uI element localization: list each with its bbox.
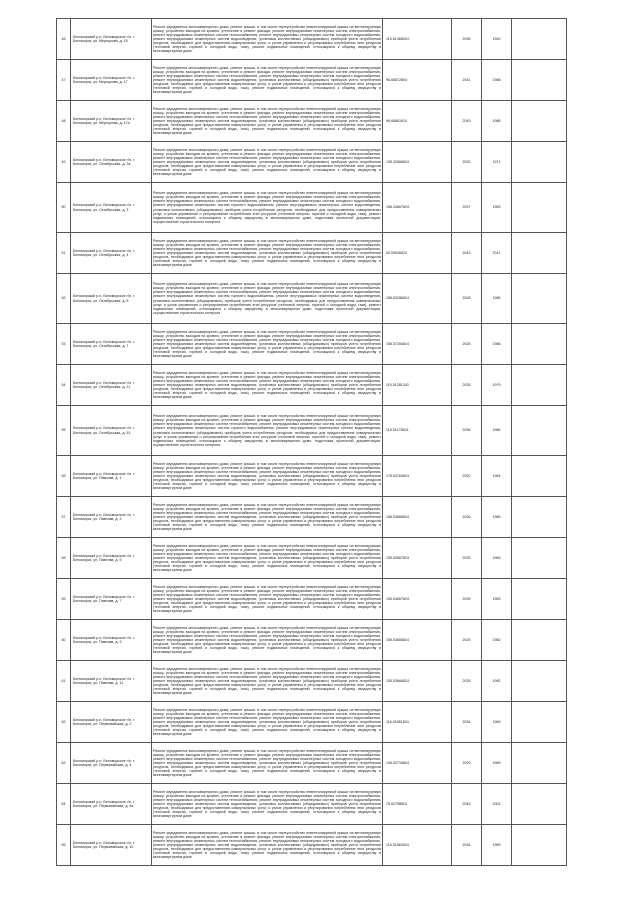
row-number: 56 [57,456,71,497]
row-built-year: 1983 [482,538,512,579]
table-row [57,743,567,784]
row-cost: 156.57284824 [383,324,452,365]
table-row [57,661,567,702]
repair-program-table [56,18,567,866]
row-blank-cell [512,183,567,233]
row-planned-year: 2034 [452,702,482,743]
table-row [57,497,567,538]
row-cost: 115.51662824 [383,825,452,866]
row-cost: 155.53666824 [383,661,452,702]
row-planned-year: 2027 [452,183,482,233]
row-work-description: Ремонт фундамента многоквартирного дома, ремонт крыши, в том числе переустройство невентилируемой крыши на вентилируемую крышу, устройство выходов на кровлю, утепление и ремонт фасада, ремонт внутридомовых инженерных систем электроснабжения, ремонт внутридомовых инженерных систем теплоснабжения, ремонт внутридомовых инженерных систем холодного водоснабжения, ремонт внутридомовых инженерных систем водоотведения, установка коллективных (общедомовых) приборов учета потребления ресурсов, необходимых для предоставления коммунальных услуг, и узлов управления и регулирования потребления этих ресурсов (тепловой энергии, горячей и холодной воды, газа), ремонт подвальных помещений, относящихся к общему имуществу в многоквартирном доме [152,142,383,183]
row-cost: 155.53667824 [383,579,452,620]
row-blank-cell [512,702,567,743]
row-address: Беломорский р-н, Беломорское г/п, г. Беломорск, ул. Павлова, д. 9 [71,620,152,661]
table-row [57,620,567,661]
row-address: Беломорский р-н, Беломорское г/п, г. Беломорск, ул. Павлова, д. 5 [71,538,152,579]
row-planned-year: 2043 [452,101,482,142]
row-built-year: 1984 [482,456,512,497]
row-built-year: 1940 [482,19,512,60]
row-cost: 96.66872804 [383,60,452,101]
row-work-description: Ремонт фундамента многоквартирного дома, ремонт крыши, в том числе переустройство невентилируемой крыши на вентилируемую крышу, устройство выходов на кровлю, утепление и ремонт фасада, ремонт внутридомовых инженерных систем электроснабжения, ремонт внутридомовых инженерных систем теплоснабжения, ремонт внутридомовых инженерных систем холодного водоснабжения, ремонт внутридомовых инженерных систем горячего водоснабжения, ремонт внутридомовых инженерных систем водоотведения, установка коллективных (общедомовых) приборов учета потребления ресурсов, необходимых для предоставления коммунальных услуг, и узлов управления и регулирования потребления этих ресурсов (тепловой энергии, горячей и холодной воды, газа), ремонт подвальных помещений, относящихся к общему имуществу в многоквартирном доме, подготовка проектной документации, осуществление строительного контроля [152,274,383,324]
row-blank-cell [512,142,567,183]
row-built-year: 1971 [482,142,512,183]
row-blank-cell [512,233,567,274]
row-address: Беломорский р-н, Беломорское г/п, г. Беломорск, ул. Октябрьская, д. 5 [71,274,152,324]
row-planned-year: 2043 [452,233,482,274]
row-number: 52 [57,274,71,324]
row-planned-year: 2041 [452,60,482,101]
row-work-description: Ремонт фундамента многоквартирного дома, ремонт крыши, в том числе переустройство невентилируемой крыши на вентилируемую крышу, устройство выходов на кровлю, утепление и ремонт фасада, ремонт внутридомовых инженерных систем электроснабжения, ремонт внутридомовых инженерных систем теплоснабжения, ремонт внутридомовых инженерных систем холодного водоснабжения, ремонт внутридомовых инженерных систем водоотведения, установка коллективных (общедомовых) приборов учета потребления ресурсов, необходимых для предоставления коммунальных услуг, и узлов управления и регулирования потребления этих ресурсов (тепловой энергии, горячей и холодной воды, газа), ремонт подвальных помещений, относящихся к общему имуществу в многоквартирном доме [152,456,383,497]
row-blank-cell [512,620,567,661]
row-cost: 136.53716824 [383,743,452,784]
row-address: Беломорский р-н, Беломорское г/п, г. Беломорск, ул. Октябрьская, д. 7 [71,324,152,365]
row-number: 48 [57,101,71,142]
table-row [57,579,567,620]
row-built-year: 1983 [482,579,512,620]
row-cost: 40.53946824 [383,233,452,274]
row-work-description: Ремонт фундамента многоквартирного дома, ремонт крыши, в том числе переустройство невентилируемой крыши на вентилируемую крышу, устройство выходов на кровлю, утепление и ремонт фасада, ремонт внутридомовых инженерных систем электроснабжения, ремонт внутридомовых инженерных систем теплоснабжения, ремонт внутридомовых инженерных систем холодного водоснабжения, ремонт внутридомовых инженерных систем водоотведения, установка коллективных (общедомовых) приборов учета потребления ресурсов, необходимых для предоставления коммунальных услуг, и узлов управления и регулирования потребления этих ресурсов (тепловой энергии, горячей и холодной воды, газа), ремонт подвальных помещений, относящихся к общему имуществу в многоквартирном доме [152,497,383,538]
table-row [57,101,567,142]
table-row [57,825,567,866]
row-number: 61 [57,661,71,702]
row-number: 63 [57,743,71,784]
table-row [57,233,567,274]
row-cost: 156.53668824 [383,497,452,538]
row-number: 60 [57,620,71,661]
row-built-year: 1989 [482,743,512,784]
row-planned-year: 2036 [452,406,482,456]
row-built-year: 1979 [482,365,512,406]
row-address: Беломорский р-н, Беломорское г/п, г. Беломорск, ул. Октябрьская, д. 53 [71,406,152,456]
row-work-description: Ремонт фундамента многоквартирного дома, ремонт крыши, в том числе переустройство невентилируемой крыши на вентилируемую крышу, устройство выходов на кровлю, утепление и ремонт фасада, ремонт внутридомовых инженерных систем электроснабжения, ремонт внутридомовых инженерных систем теплоснабжения, ремонт внутридомовых инженерных систем холодного водоснабжения, ремонт внутридомовых инженерных систем водоотведения, установка коллективных (общедомовых) приборов учета потребления ресурсов, необходимых для предоставления коммунальных услуг, и узлов управления и регулирования потребления этих ресурсов (тепловой энергии, горячей и холодной воды, газа), ремонт подвальных помещений, относящихся к общему имуществу в многоквартирном доме [152,365,383,406]
row-cost: 156.63286824 [383,274,452,324]
row-number: 49 [57,142,71,183]
row-number: 64 [57,784,71,825]
row-work-description: Ремонт фундамента многоквартирного дома, ремонт крыши, в том числе переустройство невентилируемой крыши на вентилируемую крышу, устройство выходов на кровлю, утепление и ремонт фасада, ремонт внутридомовых инженерных систем электроснабжения, ремонт внутридомовых инженерных систем теплоснабжения, ремонт внутридомовых инженерных систем холодного водоснабжения, ремонт внутридомовых инженерных систем водоотведения, установка коллективных (общедомовых) приборов учета потребления ресурсов, необходимых для предоставления коммунальных услуг, и узлов управления и регулирования потребления этих ресурсов (тепловой энергии, горячей и холодной воды, газа), ремонт подвальных помещений, относящихся к общему имуществу в многоквартирном доме [152,324,383,365]
table-row [57,60,567,101]
row-planned-year: 2035 [452,365,482,406]
row-cost: 115.61468024 [383,19,452,60]
row-planned-year: 2022 [452,456,482,497]
row-built-year: 1969 [482,825,512,866]
table-row [57,274,567,324]
row-planned-year: 2026 [452,497,482,538]
row-address: Беломорский р-н, Беломорское г/п, г. Беломорск, ул. Октябрьская, д. 3 [71,183,152,233]
row-address: Беломорский р-н, Беломорское г/п, г. Беломорск, ул. Первомайская, д. 2 [71,702,152,743]
row-blank-cell [512,19,567,60]
row-work-description: Ремонт фундамента многоквартирного дома, ремонт крыши, в том числе переустройство невентилируемой крыши на вентилируемую крышу, устройство выходов на кровлю, утепление и ремонт фасада, ремонт внутридомовых инженерных систем электроснабжения, ремонт внутридомовых инженерных систем теплоснабжения, ремонт внутридомовых инженерных систем холодного водоснабжения, ремонт внутридомовых инженерных систем водоотведения, установка коллективных (общедомовых) приборов учета потребления ресурсов, необходимых для предоставления коммунальных услуг, и узлов управления и регулирования потребления этих ресурсов (тепловой энергии, горячей и холодной воды, газа), ремонт подвальных помещений, относящихся к общему имуществу в многоквартирном доме [152,101,383,142]
row-address: Беломорский р-н, Беломорское г/п, г. Беломорск, ул. Октябрьская, д. 2а [71,142,152,183]
row-blank-cell [512,743,567,784]
row-work-description: Ремонт фундамента многоквартирного дома, ремонт крыши, в том числе переустройство невентилируемой крыши на вентилируемую крышу, устройство выходов на кровлю, утепление и ремонт фасада, ремонт внутридомовых инженерных систем электроснабжения, ремонт внутридомовых инженерных систем теплоснабжения, ремонт внутридомовых инженерных систем холодного водоснабжения, ремонт внутридомовых инженерных систем водоотведения, установка коллективных (общедомовых) приборов учета потребления ресурсов, необходимых для предоставления коммунальных услуг, и узлов управления и регулирования потребления этих ресурсов (тепловой энергии, горячей и холодной воды, газа), ремонт подвальных помещений, относящихся к общему имуществу в многоквартирном доме [152,620,383,661]
table-row [57,538,567,579]
row-blank-cell [512,365,567,406]
row-blank-cell [512,60,567,101]
row-address: Беломорский р-н, Беломорское г/п, г. Беломорск, ул. Мерецкова, д. 17а [71,101,152,142]
row-cost: 155.53666824 [383,620,452,661]
row-planned-year: 2043 [452,784,482,825]
row-address: Беломорский р-н, Беломорское г/п, г. Беломорск, ул. Павлова, д. 11 [71,661,152,702]
row-planned-year: 2025 [452,579,482,620]
row-address: Беломорский р-н, Беломорское г/п, г. Беломорск, ул. Мерецкова, д. 17 [71,60,152,101]
row-built-year: 1986 [482,324,512,365]
row-built-year: 1983 [482,183,512,233]
row-blank-cell [512,784,567,825]
table-row [57,142,567,183]
row-work-description: Ремонт фундамента многоквартирного дома, ремонт крыши, в том числе переустройство невентилируемой крыши на вентилируемую крышу, устройство выходов на кровлю, утепление и ремонт фасада, ремонт внутридомовых инженерных систем электроснабжения, ремонт внутридомовых инженерных систем теплоснабжения, ремонт внутридомовых инженерных систем холодного водоснабжения, ремонт внутридомовых инженерных систем водоотведения, установка коллективных (общедомовых) приборов учета потребления ресурсов, необходимых для предоставления коммунальных услуг, и узлов управления и регулирования потребления этих ресурсов (тепловой энергии, горячей и холодной воды, газа), ремонт подвальных помещений, относящихся к общему имуществу в многоквартирном доме [152,579,383,620]
row-number: 57 [57,497,71,538]
row-built-year: 1985 [482,274,512,324]
table-body [57,19,567,866]
row-cost: 135.32666824 [383,142,452,183]
row-number: 62 [57,702,71,743]
row-planned-year: 2025 [452,620,482,661]
row-number: 50 [57,183,71,233]
row-planned-year: 2035 [452,19,482,60]
row-cost: 176.54764824 [383,456,452,497]
row-address: Беломорский р-н, Беломорское г/п, г. Беломорск, ул. Октябрьская, д. 21 [71,365,152,406]
row-address: Беломорский р-н, Беломорское г/п, г. Беломорск, ул. Павлова, д. 3 [71,497,152,538]
row-cost: 156.33667824 [383,183,452,233]
row-address: Беломорский р-н, Беломорское г/п, г. Беломорск, ул. Октябрьская, д. 4 [71,233,152,274]
row-work-description: Ремонт фундамента многоквартирного дома, ремонт крыши, в том числе переустройство невентилируемой крыши на вентилируемую крышу, устройство выходов на кровлю, утепление и ремонт фасада, ремонт внутридомовых инженерных систем электроснабжения, ремонт внутридомовых инженерных систем теплоснабжения, ремонт внутридомовых инженерных систем холодного водоснабжения, ремонт внутридомовых инженерных систем водоотведения, установка коллективных (общедомовых) приборов учета потребления ресурсов, необходимых для предоставления коммунальных услуг, и узлов управления и регулирования потребления этих ресурсов (тепловой энергии, горячей и холодной воды, газа), ремонт подвальных помещений, относящихся к общему имуществу в многоквартирном доме [152,19,383,60]
row-cost: 115.51281343 [383,365,452,406]
row-work-description: Ремонт фундамента многоквартирного дома, ремонт крыши, в том числе переустройство невентилируемой крыши на вентилируемую крышу, устройство выходов на кровлю, утепление и ремонт фасада, ремонт внутридомовых инженерных систем электроснабжения, ремонт внутридомовых инженерных систем теплоснабжения, ремонт внутридомовых инженерных систем холодного водоснабжения, ремонт внутридомовых инженерных систем водоотведения, установка коллективных (общедомовых) приборов учета потребления ресурсов, необходимых для предоставления коммунальных услуг, и узлов управления и регулирования потребления этих ресурсов (тепловой энергии, горячей и холодной воды, газа), ремонт подвальных помещений, относящихся к общему имуществу в многоквартирном доме [152,60,383,101]
table-row [57,183,567,233]
row-blank-cell [512,579,567,620]
row-number: 51 [57,233,71,274]
row-address: Беломорский р-н, Беломорское г/п, г. Беломорск, ул. Мерецкова, д. 15 [71,19,152,60]
row-planned-year: 2034 [452,825,482,866]
row-address: Беломорский р-н, Беломорское г/п, г. Беломорск, ул. Первомайская, д. 4 [71,743,152,784]
row-planned-year: 2025 [452,538,482,579]
row-number: 65 [57,825,71,866]
row-built-year: 1985 [482,497,512,538]
row-address: Беломорский р-н, Беломорское г/п, г. Беломорск, ул. Павлова, д. 1 [71,456,152,497]
row-cost: 155.53667824 [383,538,452,579]
row-planned-year: 2025 [452,661,482,702]
row-number: 53 [57,324,71,365]
row-address: Беломорский р-н, Беломорское г/п, г. Беломорск, ул. Первомайская, д. 6а [71,784,152,825]
row-work-description: Ремонт фундамента многоквартирного дома, ремонт крыши, в том числе переустройство невентилируемой крыши на вентилируемую крышу, устройство выходов на кровлю, утепление и ремонт фасада, ремонт внутридомовых инженерных систем электроснабжения, ремонт внутридомовых инженерных систем теплоснабжения, ремонт внутридомовых инженерных систем холодного водоснабжения, ремонт внутридомовых инженерных систем водоотведения, установка коллективных (общедомовых) приборов учета потребления ресурсов, необходимых для предоставления коммунальных услуг, и узлов управления и регулирования потребления этих ресурсов (тепловой энергии, горячей и холодной воды, газа), ремонт подвальных помещений, относящихся к общему имуществу в многоквартирном доме [152,538,383,579]
row-planned-year: 2032 [452,142,482,183]
table-row [57,702,567,743]
row-cost: 96.66861624 [383,101,452,142]
row-work-description: Ремонт фундамента многоквартирного дома, ремонт крыши, в том числе переустройство невентилируемой крыши на вентилируемую крышу, устройство выходов на кровлю, утепление и ремонт фасада, ремонт внутридомовых инженерных систем электроснабжения, ремонт внутридомовых инженерных систем теплоснабжения, ремонт внутридомовых инженерных систем холодного водоснабжения, ремонт внутридомовых инженерных систем водоотведения, установка коллективных (общедомовых) приборов учета потребления ресурсов, необходимых для предоставления коммунальных услуг, и узлов управления и регулирования потребления этих ресурсов (тепловой энергии, горячей и холодной воды, газа), ремонт подвальных помещений, относящихся к общему имуществу в многоквартирном доме [152,825,383,866]
row-built-year: 2002 [482,784,512,825]
row-number: 54 [57,365,71,406]
row-planned-year: 2028 [452,324,482,365]
row-number: 47 [57,60,71,101]
row-built-year: 1985 [482,406,512,456]
row-built-year: 1988 [482,60,512,101]
row-blank-cell [512,456,567,497]
row-cost: 75.53798824 [383,784,452,825]
row-number: 59 [57,579,71,620]
row-blank-cell [512,825,567,866]
row-built-year: 1986 [482,101,512,142]
row-address: Беломорский р-н, Беломорское г/п, г. Беломорск, ул. Павлова, д. 7 [71,579,152,620]
table-row [57,19,567,60]
row-built-year: 1982 [482,620,512,661]
row-number: 55 [57,406,71,456]
row-blank-cell [512,324,567,365]
row-work-description: Ремонт фундамента многоквартирного дома, ремонт крыши, в том числе переустройство невентилируемой крыши на вентилируемую крышу, устройство выходов на кровлю, утепление и ремонт фасада, ремонт внутридомовых инженерных систем электроснабжения, ремонт внутридомовых инженерных систем теплоснабжения, ремонт внутридомовых инженерных систем холодного водоснабжения, ремонт внутридомовых инженерных систем горячего водоснабжения, ремонт внутридомовых инженерных систем водоотведения, установка коллективных (общедомовых) приборов учета потребления ресурсов, необходимых для предоставления коммунальных услуг, и узлов управления и регулирования потребления этих ресурсов (тепловой энергии, горячей и холодной воды, газа), ремонт подвальных помещений, относящихся к общему имуществу в многоквартирном доме, подготовка проектной документации, осуществление строительного контроля [152,183,383,233]
row-blank-cell [512,497,567,538]
row-cost: 116.51661824 [383,702,452,743]
row-blank-cell [512,661,567,702]
row-work-description: Ремонт фундамента многоквартирного дома, ремонт крыши, в том числе переустройство невентилируемой крыши на вентилируемую крышу, устройство выходов на кровлю, утепление и ремонт фасада, ремонт внутридомовых инженерных систем электроснабжения, ремонт внутридомовых инженерных систем теплоснабжения, ремонт внутридомовых инженерных систем холодного водоснабжения, ремонт внутридомовых инженерных систем водоотведения, установка коллективных (общедомовых) приборов учета потребления ресурсов, необходимых для предоставления коммунальных услуг, и узлов управления и регулирования потребления этих ресурсов (тепловой энергии, горячей и холодной воды, газа), ремонт подвальных помещений, относящихся к общему имуществу в многоквартирном доме [152,702,383,743]
row-work-description: Ремонт фундамента многоквартирного дома, ремонт крыши, в том числе переустройство невентилируемой крыши на вентилируемую крышу, устройство выходов на кровлю, утепление и ремонт фасада, ремонт внутридомовых инженерных систем электроснабжения, ремонт внутридомовых инженерных систем теплоснабжения, ремонт внутридомовых инженерных систем холодного водоснабжения, ремонт внутридомовых инженерных систем водоотведения, установка коллективных (общедомовых) приборов учета потребления ресурсов, необходимых для предоставления коммунальных услуг, и узлов управления и регулирования потребления этих ресурсов (тепловой энергии, горячей и холодной воды, газа), ремонт подвальных помещений, относящихся к общему имуществу в многоквартирном доме [152,743,383,784]
row-number: 58 [57,538,71,579]
row-blank-cell [512,538,567,579]
table-row [57,406,567,456]
row-address: Беломорский р-н, Беломорское г/п, г. Беломорск, ул. Первомайская, д. 10 [71,825,152,866]
row-blank-cell [512,274,567,324]
row-planned-year: 2029 [452,743,482,784]
row-work-description: Ремонт фундамента многоквартирного дома, ремонт крыши, в том числе переустройство невентилируемой крыши на вентилируемую крышу, устройство выходов на кровлю, утепление и ремонт фасада, ремонт внутридомовых инженерных систем электроснабжения, ремонт внутридомовых инженерных систем теплоснабжения, ремонт внутридомовых инженерных систем холодного водоснабжения, ремонт внутридомовых инженерных систем горячего водоснабжения, ремонт внутридомовых инженерных систем водоотведения, установка коллективных (общедомовых) приборов учета потребления ресурсов, необходимых для предоставления коммунальных услуг, и узлов управления и регулирования потребления этих ресурсов (тепловой энергии, горячей и холодной воды, газа), ремонт подвальных помещений, относящихся к общему имуществу в многоквартирном доме, подготовка проектной документации, осуществление строительного контроля [152,406,383,456]
row-number: 46 [57,19,71,60]
table-row [57,456,567,497]
row-cost: 115.51175824 [383,406,452,456]
row-work-description: Ремонт фундамента многоквартирного дома, ремонт крыши, в том числе переустройство невентилируемой крыши на вентилируемую крышу, устройство выходов на кровлю, утепление и ремонт фасада, ремонт внутридомовых инженерных систем электроснабжения, ремонт внутридомовых инженерных систем теплоснабжения, ремонт внутридомовых инженерных систем холодного водоснабжения, ремонт внутридомовых инженерных систем водоотведения, установка коллективных (общедомовых) приборов учета потребления ресурсов, необходимых для предоставления коммунальных услуг, и узлов управления и регулирования потребления этих ресурсов (тепловой энергии, горячей и холодной воды, газа), ремонт подвальных помещений, относящихся к общему имуществу в многоквартирном доме [152,233,383,274]
row-work-description: Ремонт фундамента многоквартирного дома, ремонт крыши, в том числе переустройство невентилируемой крыши на вентилируемую крышу, устройство выходов на кровлю, утепление и ремонт фасада, ремонт внутридомовых инженерных систем электроснабжения, ремонт внутридомовых инженерных систем теплоснабжения, ремонт внутридомовых инженерных систем холодного водоснабжения, ремонт внутридомовых инженерных систем водоотведения, установка коллективных (общедомовых) приборов учета потребления ресурсов, необходимых для предоставления коммунальных услуг, и узлов управления и регулирования потребления этих ресурсов (тепловой энергии, горячей и холодной воды, газа), ремонт подвальных помещений, относящихся к общему имуществу в многоквартирном доме [152,661,383,702]
table-row [57,324,567,365]
document-page [56,18,566,866]
table-row [57,784,567,825]
row-blank-cell [512,406,567,456]
row-work-description: Ремонт фундамента многоквартирного дома, ремонт крыши, в том числе переустройство невентилируемой крыши на вентилируемую крышу, устройство выходов на кровлю, утепление и ремонт фасада, ремонт внутридомовых инженерных систем электроснабжения, ремонт внутридомовых инженерных систем теплоснабжения, ремонт внутридомовых инженерных систем холодного водоснабжения, ремонт внутридомовых инженерных систем водоотведения, установка коллективных (общедомовых) приборов учета потребления ресурсов, необходимых для предоставления коммунальных услуг, и узлов управления и регулирования потребления этих ресурсов (тепловой энергии, горячей и холодной воды, газа), ремонт подвальных помещений, относящихся к общему имуществу в многоквартирном доме [152,784,383,825]
row-planned-year: 2028 [452,274,482,324]
row-blank-cell [512,101,567,142]
row-built-year: 1969 [482,702,512,743]
table-row [57,365,567,406]
row-built-year: 1982 [482,661,512,702]
row-built-year: 2011 [482,233,512,274]
